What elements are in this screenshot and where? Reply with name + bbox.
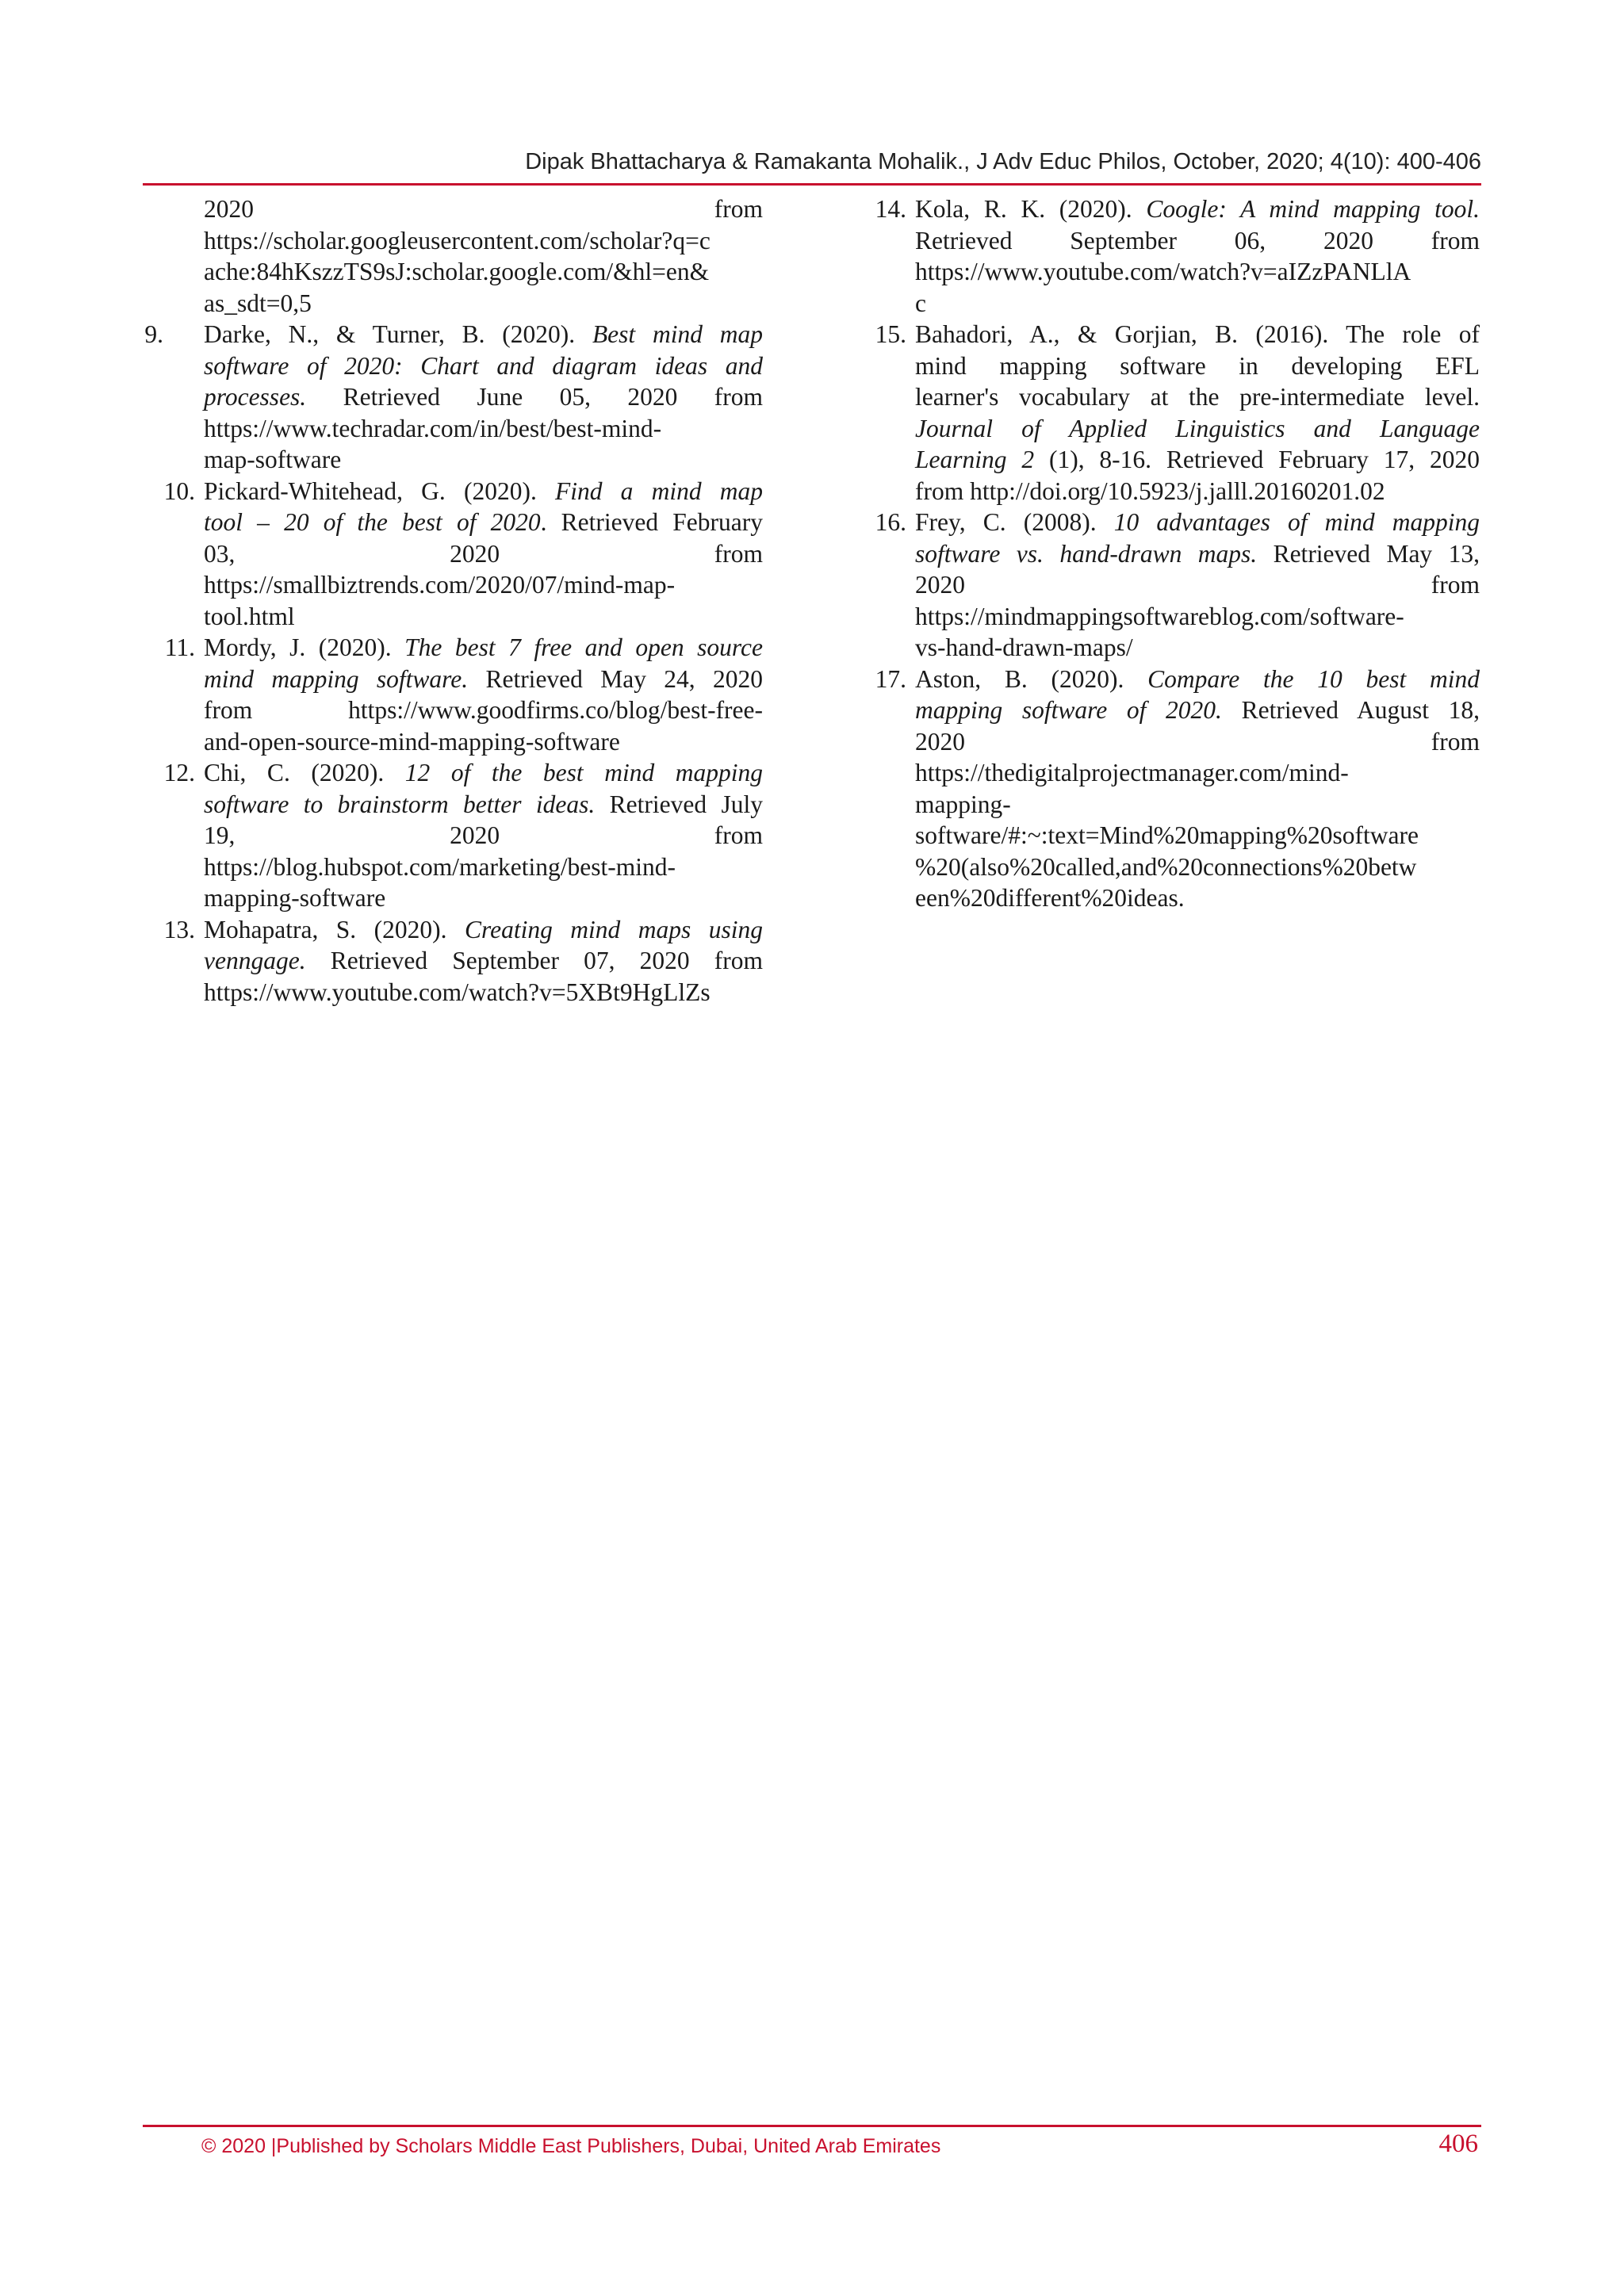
reference-url: https://www.techradar.com/in/best/best-mind- (204, 414, 662, 442)
reference-text: Retrieved September 07, 2020 from (305, 947, 763, 974)
reference-text: Mohapatra, S. (2020). (204, 915, 465, 943)
reference-journal: Journal of Applied Linguistics and Language (915, 414, 1480, 442)
reference-line: ache:84hKszzTS9sJ:scholar.google.com/&hl=en& (204, 258, 710, 285)
reference-continuation (136, 193, 763, 319)
reference-text: Frey, C. (2008). (915, 508, 1114, 536)
publisher-footer: © 2020 |Published by Scholars Middle East Publishers, Dubai, United Arab Emirates (201, 2135, 941, 2157)
reference-item-16 (848, 507, 1480, 664)
reference-url: vs-hand-drawn-maps/ (915, 633, 1133, 661)
header-rule (143, 183, 1481, 186)
reference-url: software/#:~:text=Mind%20mapping%20software (915, 821, 1419, 849)
references-left-column (136, 193, 763, 1008)
reference-number: 16. (875, 508, 906, 536)
reference-title: Best mind map (592, 320, 763, 348)
reference-number: 9. (144, 320, 163, 348)
reference-text: Retrieved May 13, (1257, 539, 1480, 568)
reference-number: 10. (163, 476, 195, 505)
reference-title: mind mapping software. (204, 664, 469, 693)
reference-text: Retrieved June 05, 2020 from (306, 383, 763, 411)
reference-title: Find a mind map (555, 476, 763, 505)
reference-url: een%20different%20ideas. (915, 884, 1185, 912)
reference-url: from http://doi.org/10.5923/j.jalll.20160201.02 (915, 476, 1385, 505)
reference-text: Kola, R. K. (2020). (915, 195, 1147, 223)
reference-title: processes. (204, 383, 307, 411)
reference-text: Darke, N., & Turner, B. (2020). (204, 320, 592, 348)
reference-text: 03, 2020 from (204, 539, 763, 568)
reference-item-11 (136, 632, 763, 757)
reference-line: https://scholar.googleusercontent.com/scholar?q=c (204, 226, 710, 254)
footer-rule (143, 2125, 1481, 2127)
reference-url: https://smallbiztrends.com/2020/07/mind-map- (204, 571, 676, 599)
reference-url: %20(also%20called,and%20connections%20betw (915, 852, 1417, 881)
reference-line: as_sdt=0,5 (204, 289, 312, 317)
reference-item-10 (136, 476, 763, 633)
references-right-column (848, 193, 1480, 914)
reference-item-17 (848, 664, 1480, 914)
reference-text: learner's vocabulary at the pre-intermediate level. (915, 383, 1480, 411)
reference-number: 12. (163, 759, 195, 786)
reference-number: 15. (875, 320, 906, 348)
reference-title: Coogle: A mind mapping tool. (1146, 195, 1480, 223)
reference-title: software vs. hand-drawn maps. (915, 539, 1258, 568)
reference-text: 2020 from (915, 727, 1480, 756)
reference-text: Aston, B. (2020). (915, 664, 1148, 693)
reference-url: map-software (204, 446, 342, 473)
reference-text: 19, 2020 from (204, 821, 763, 849)
reference-text: Retrieved May 24, 2020 (468, 664, 763, 693)
reference-item-13 (136, 914, 763, 1008)
reference-text: mind mapping software in developing EFL (915, 351, 1480, 380)
reference-title: venngage. (204, 947, 306, 974)
reference-text: Pickard-Whitehead, G. (2020). (204, 476, 555, 505)
reference-text: . Retrieved February (540, 508, 763, 536)
reference-title: tool – 20 of the best of 2020 (204, 508, 541, 536)
reference-text: Retrieved August 18, (1221, 696, 1480, 724)
reference-title: Compare the 10 best mind (1147, 664, 1480, 693)
reference-journal: Learning 2 (915, 446, 1035, 473)
reference-url: https://mindmappingsoftwareblog.com/software- (915, 602, 1404, 630)
reference-text: Bahadori, A., & Gorjian, B. (2016). The role of (915, 320, 1480, 348)
reference-number: 17. (875, 664, 906, 693)
reference-url: c (915, 289, 926, 317)
reference-url: https://www.youtube.com/watch?v=aIZzPANLlA (915, 258, 1411, 285)
reference-title: 12 of the best mind mapping (404, 759, 763, 786)
reference-url: mapping- (915, 790, 1011, 818)
reference-url: and-open-source-mind-mapping-software (204, 727, 620, 756)
reference-url: from https://www.goodfirms.co/blog/best-free- (204, 696, 763, 724)
reference-url: tool.html (204, 602, 295, 630)
reference-number: 14. (875, 195, 906, 223)
reference-text: 2020 from (915, 571, 1480, 599)
reference-url: https://thedigitalprojectmanager.com/mind- (915, 759, 1349, 786)
running-header: Dipak Bhattacharya & Ramakanta Mohalik., J Adv Educ Philos, October, 2020; 4(10): 400-406 (525, 149, 1481, 174)
reference-title: mapping software of 2020. (915, 696, 1222, 724)
reference-title: software of 2020: Chart and diagram ideas and (204, 351, 763, 380)
reference-line: 2020 from (204, 195, 763, 223)
reference-text: Mordy, J. (2020). (204, 633, 405, 661)
reference-url: mapping-software (204, 884, 386, 912)
reference-text: (1), 8-16. Retrieved February 17, 2020 (1034, 446, 1480, 473)
reference-item-14 (848, 193, 1480, 319)
reference-text: Retrieved July (595, 790, 763, 818)
reference-url: https://www.youtube.com/watch?v=5XBt9HgLlZs (204, 978, 710, 1006)
reference-url: https://blog.hubspot.com/marketing/best-mind- (204, 852, 676, 881)
reference-text: Chi, C. (2020). (204, 759, 405, 786)
reference-number: 11. (164, 633, 195, 661)
page-number: 406 (1438, 2130, 1478, 2158)
reference-text: Retrieved September 06, 2020 from (915, 226, 1480, 254)
reference-title: The best 7 free and open source (404, 633, 763, 661)
reference-title: software to brainstorm better ideas. (204, 790, 596, 818)
reference-item-9 (136, 319, 763, 476)
reference-number: 13. (163, 915, 195, 943)
reference-item-15 (848, 319, 1480, 507)
reference-title: Creating mind maps using (464, 915, 763, 943)
reference-title: 10 advantages of mind mapping (1113, 508, 1480, 536)
reference-item-12 (136, 757, 763, 914)
